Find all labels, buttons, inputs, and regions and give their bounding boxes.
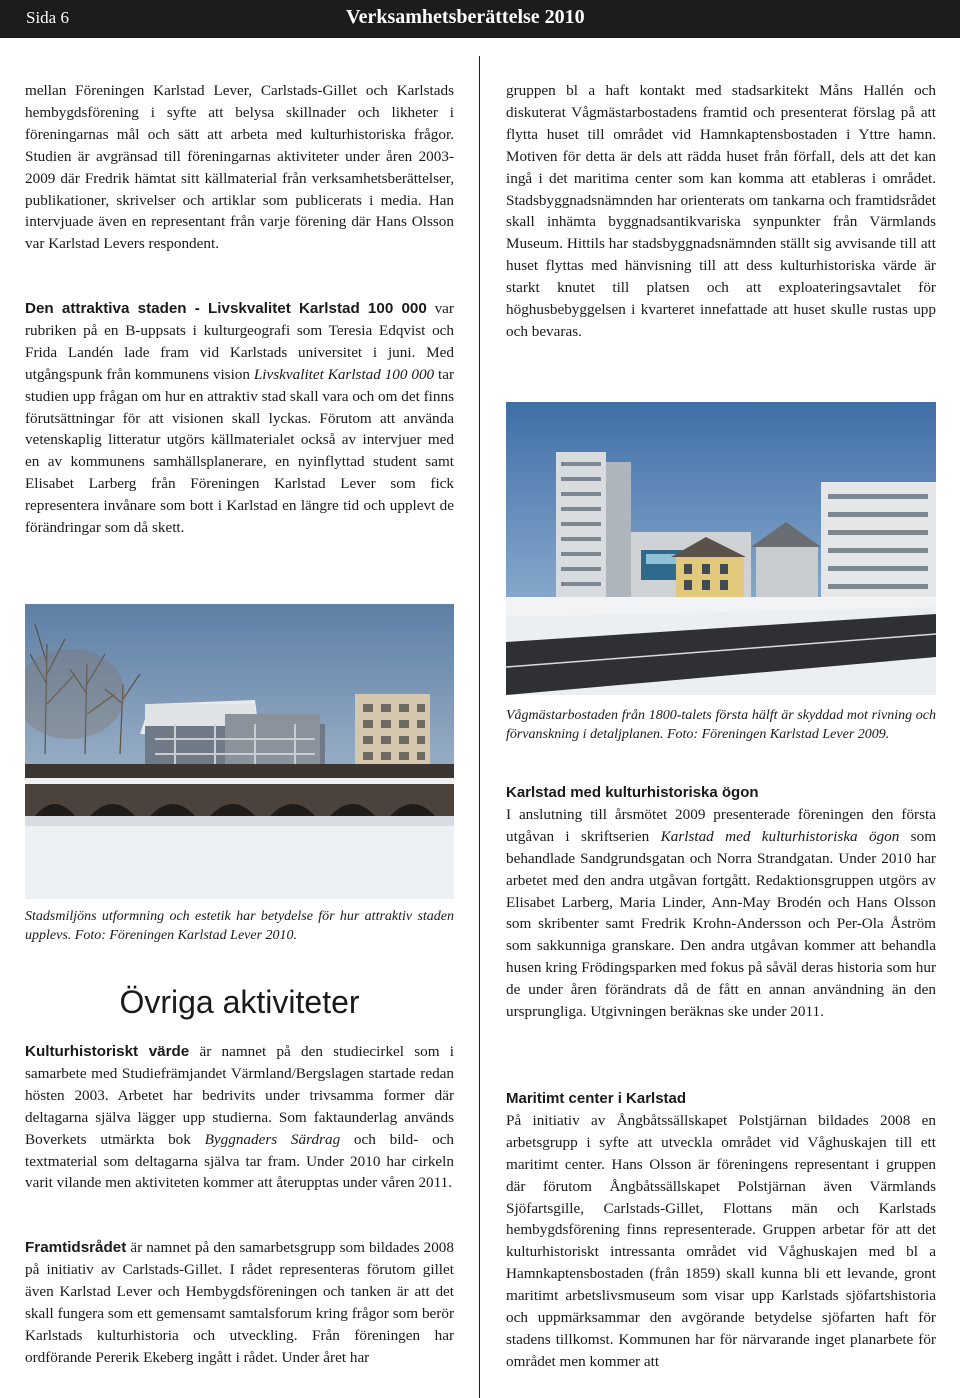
framtidsradet-paragraph: Framtidsrådet är namnet på den samarbetsgrupp som bildades 2008 på initiativ av Carlstads-Gillet. I rådet representeras förutom gillet även Karlstad Lever och Hembygdsföreningen och tanken är att det skall fungera som ett gemensamt samtalsforum kring frågor som berör Karlstads kulturhistoria och utveckling. Från föreningen har ordförande Pererik Ekeberg ingått i rådet. Under året har: [25, 1239, 454, 1366]
header-title: Verksamhetsberättelse 2010: [346, 6, 585, 28]
page-header: [0, 0, 960, 38]
attraktiva-staden-paragraph: Den attraktiva staden - Livskvalitet Karlstad 100 000 var rubriken på en B-uppsats i kulturgeografi som Teresia Edqvist och Frida Landén lade fram vid Karlstads universitet i juni. Med utgångspunk från kommunens vision Livskvalitet Karlstad 100 000 tar studien upp frågan om hur en attraktiv stad skall vara och om det finns förutsättningar för att visionen skall lyckas. Förutom att använda vetenskaplig litteratur utgörs källmaterialet också av intervjuer med en av kommunens samhällsplanerare, en nyinflyttad student samt Elisabet Larberg från Föreningen Karlstad Lever som fick representera invånare som bott i Karlstad en längre tid och upplevt de förändringar som då skett.: [25, 300, 455, 537]
bridge-winter-photo: [25, 604, 454, 899]
maritimt-heading: Maritimt center i Karlstad: [506, 1090, 687, 1107]
ogon-heading: Karlstad med kulturhistoriska ögon: [506, 784, 759, 801]
street-buildings-photo: [506, 402, 936, 695]
right-intro-paragraph: gruppen bl a haft kontakt med stadsarkitekt Måns Hallén och diskuterat Vågmästarbostadens framtid och presenterat förslag på att flytta huset till området vid Hamnkaptensbostaden i Yttre hamn. Motiven för detta är dels att rädda huset från förfall, dels att det kan ingå i det maritima center som kan komma att etableras i området. Stadsbyggnadsnämnden har orienterats om tankarna och framtidsrådet skall inhämta byggnadsantikvariska synpunkter från Värmlands Museum. Hittils har stadsbyggnadsnämnden ställt sig avvisande till att huset flyttas med hänvisning till att dess kulturhistoriska värde är starkt knutet till platsen och att exploateringsavtalet för höghusbebyggelsen i kvarteret innefattade att huset skulle rustas upp och bevaras.: [506, 82, 936, 340]
column-divider: [479, 56, 480, 1398]
kulturhistoriskt-title: Kulturhistoriskt värde: [25, 1043, 190, 1060]
left-intro-paragraph: mellan Föreningen Karlstad Lever, Carlstads-Gillet och Karlstads hembygdsförening i syfte att belysa skillnader och likheter i föreningarnas mål och sätt att arbeta med kulturhistoriska frågor. Studien är avgränsad till föreningarnas aktiviteter under åren 2003-2009 där Fredrik hämtat sitt källmaterial från verksamhetsberättelser, publikationer, skrivelser och artiklar som publicerats i media. Han intervjuade även en representant från varje förening där Hans Olsson var Karlstad Levers respondent.: [25, 82, 454, 253]
ogon-section: Karlstad med kulturhistoriska ögon I anslutning till årsmötet 2009 presenterade föreningen den första utgåvan i skriftserien Karlstad med kulturhistoriska ögon som behandlade Sandgrundsgatan och Norra Strandgatan. Under 2010 har arbetet med den andra utgåvan fortgått. Redaktionsgruppen utgörs av Elisabet Larberg, Maria Linder, Ann-May Brodén och Hans Olsson som skribenter samt Fredrik Krohn-Andersson och Per-Ola Åström som sakkunniga granskare. Den andra utgåvan kommer att behandla husen kring Frödingsparken med fokus på såväl deras historia som hur de under åren förändrats då de fått en annan användning än den ursprungliga. Utgivningen beräknas ske under 2011.: [506, 784, 937, 1021]
photo-stadsmiljo: [25, 604, 454, 899]
left-photo-caption: Stadsmiljöns utformning och estetik har betydelse för hur attraktiv staden upplevs. Foto: Föreningen Karlstad Lever 2010.: [25, 909, 454, 944]
attraktiva-staden-title: Den attraktiva staden - Livskvalitet Karlstad 100 000: [25, 300, 427, 317]
kulturhistoriskt-paragraph: Kulturhistoriskt värde är namnet på den studiecirkel som i samarbete med Studiefrämjandet Värmland/Bergslagen startade redan hösten 2003. Arbetet har bedrivits under trivsamma former där deltagarna själva lägger upp studierna. Som faktaunderlag används Boverkets utmärkta bok Byggnaders Särdrag och bild- och textmaterial som deltagarna själva tar fram. Under 2010 har cirkeln varit vilande men aktiviteten kommer att återupptas under våren 2011.: [25, 1043, 454, 1192]
section-heading-ovriga: Övriga aktiviteter: [119, 984, 360, 1020]
maritimt-section: Maritimt center i Karlstad På initiativ av Ångbåtssällskapet Polstjärnan bildades 2008 en arbetsgrupp i syfte att utveckla området vid Våghuskajen till ett maritimt center. Hans Olsson är föreningens representant i gruppen där förutom Ångbåtssällskapet Polstjärnan även Värmlands Sjöfartsgille, Carlstads-Gillet, Flottans män och Karlstads hembygdsförening finns representerade. Gruppen arbetar för att det kulturhistoriskt intressanta området vid Våghuskajen med bl a Hamnkaptensbostaden (från 1859) skall kunna bli ett levande, gront maritimt arbetslivsmuseum som visar upp Karlstads sjöfartshistoria och uppmärksammar den avgörande betydelse sjöfarten haft för stadens tillkomst. Kommunen har för närvarande inget planarbete för området men kommer att: [506, 1090, 936, 1370]
page-number: Sida 6: [26, 8, 69, 27]
right-photo-caption: Vågmästarbostaden från 1800-talets första hälft är skyddad mot rivning och förvanskning i detaljplanen. Foto: Föreningen Karlstad Lever 2009.: [506, 708, 936, 743]
framtidsradet-title: Framtidsrådet: [25, 1239, 127, 1256]
photo-vagmastarbostaden: [506, 402, 936, 695]
